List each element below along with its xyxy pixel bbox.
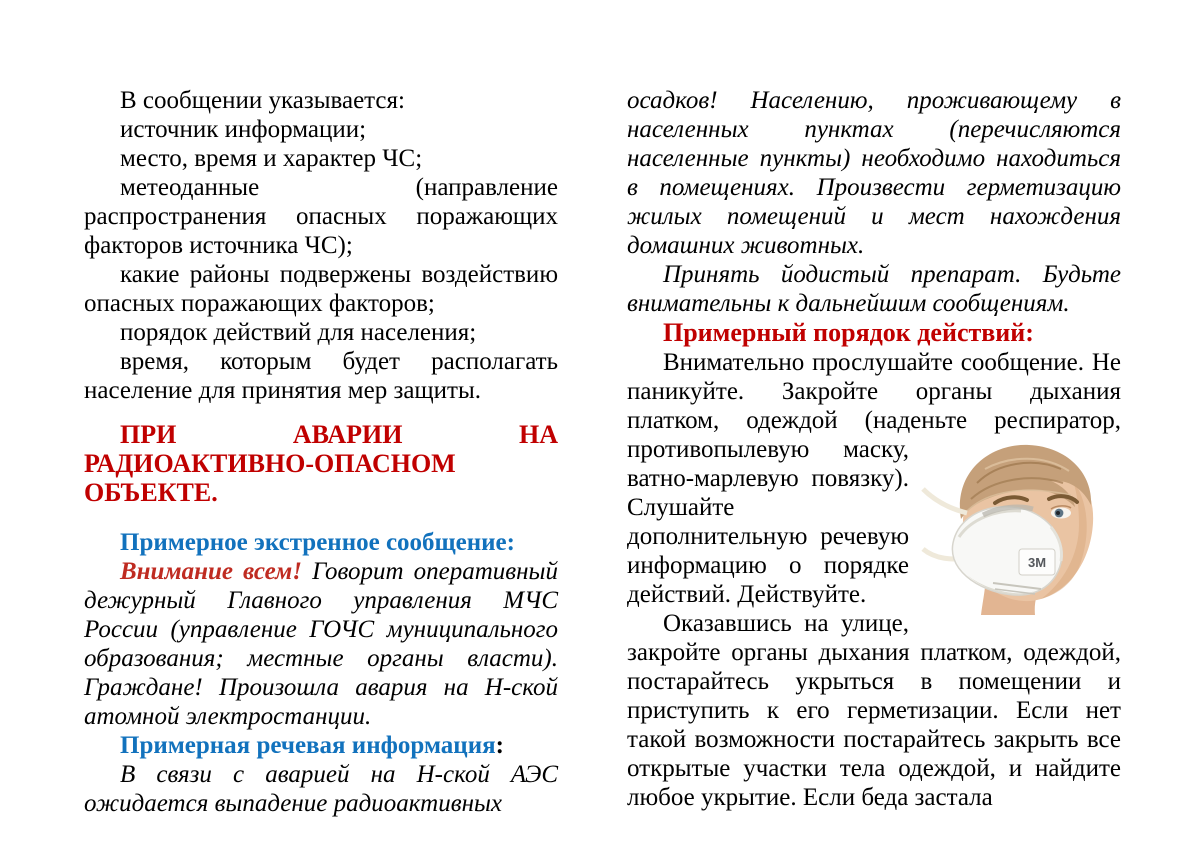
subheading-speech-colon: : bbox=[495, 732, 504, 759]
speech-info-paragraph: В связи с аварией на Н-ской АЭС ожидается выпадение радиоактивных bbox=[84, 761, 558, 817]
actions-text-after-image: противопылевую маску, ватно-марлевую повязку). Слушайте дополнительную речевую информацию о порядке действий. Действуйте. bbox=[627, 436, 909, 608]
subheading-emergency-message bbox=[84, 528, 558, 557]
respirator-photo-illustration bbox=[921, 439, 1121, 615]
intro-item: В сообщении указывается: bbox=[120, 87, 405, 114]
intro-item: какие районы подвержены воздействию опасных поражающих факторов; bbox=[84, 261, 558, 317]
intro-item: место, время и характер ЧС; bbox=[120, 145, 423, 172]
section-heading-radiation-accident: ПРИ АВАРИИ НА РАДИОАКТИВНО-ОПАСНОМ ОБЪЕКТЕ. bbox=[84, 420, 558, 507]
subheading-speech-label: Примерная речевая информация bbox=[120, 732, 496, 759]
intro-item: порядок действий для населения; bbox=[120, 319, 477, 346]
speech-continued-paragraph-2: Принять йодистый препарат. Будьте внимательны к дальнейшим сообщениям. bbox=[627, 261, 1121, 317]
attention-all-label: Внимание всем! bbox=[120, 558, 302, 585]
subheading-emergency-label: Примерное экстренное сообщение: bbox=[120, 529, 515, 556]
subheading-actions-label: Примерный порядок действий: bbox=[663, 318, 1034, 347]
right-column bbox=[627, 86, 1121, 812]
actions-paragraph-2: Оказавшись на улице, закройте органы дыхания платком, одеждой, постарайтесь укрыться в помещении и приступить к его герметизации. Если нет такой возможности постарайтесь закрыть все открытые участки тела одеждой, и найдите любое укрытие. Если беда застала bbox=[627, 610, 1121, 811]
respirator-mask bbox=[952, 507, 1061, 595]
actions-text-before-image: Внимательно прослушайте сообщение. Не паникуйте. Закройте органы дыхания платком, одеждой (наденьте респиратор, bbox=[627, 349, 1121, 434]
intro-item: время, которым будет располагать население для принятия мер защиты. bbox=[84, 348, 558, 404]
subheading-speech-info bbox=[84, 731, 558, 760]
emergency-message-paragraph bbox=[84, 557, 558, 731]
actions-paragraph-1 bbox=[627, 348, 1121, 609]
left-column bbox=[84, 86, 558, 818]
respirator-photo bbox=[921, 439, 1121, 615]
subheading-actions bbox=[627, 318, 1121, 348]
emergency-message-text: Говорит оперативный дежурный Главного управления МЧС России (управление ГОЧС муниципального образования; местные органы власти). Граждане! Произошла авария на Н-ской атомной электростанции. bbox=[84, 558, 558, 730]
3m-brand-text: 3M bbox=[1027, 555, 1047, 570]
intro-item: метеоданные (направление распространения опасных поражающих факторов источника ЧС); bbox=[84, 174, 558, 259]
speech-continued-paragraph: осадков! Населению, проживающему в населенных пунктах (перечисляются населенные пункты) необходимо находиться в помещениях. Произвести герметизацию жилых помещений и мест нахождения домашних животных. bbox=[627, 87, 1121, 259]
intro-item: источник информации; bbox=[120, 116, 367, 143]
